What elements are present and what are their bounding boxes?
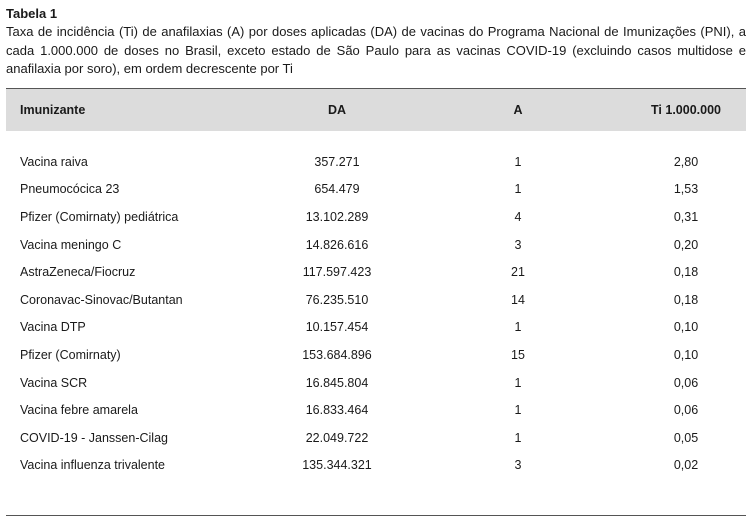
table-title: Tabela 1 — [6, 6, 58, 21]
cell-a: 3 — [514, 458, 522, 473]
cell-a: 1 — [514, 430, 522, 445]
cell-ti: 2,80 — [673, 154, 699, 169]
table-row — [6, 424, 746, 452]
table-row — [6, 148, 746, 176]
cell-a: 14 — [511, 292, 525, 307]
cell-da: 135.344.321 — [302, 458, 372, 473]
table-row — [6, 176, 746, 204]
cell-a: 3 — [514, 237, 522, 252]
table-row — [6, 286, 746, 314]
cell-imunizante: Vacina influenza trivalente — [20, 458, 165, 473]
cell-imunizante: Vacina febre amarela — [20, 403, 138, 418]
table-row — [6, 314, 746, 342]
cell-ti: 0,06 — [673, 375, 699, 390]
header-ti: Ti 1.000.000 — [651, 103, 721, 117]
cell-da: 13.102.289 — [305, 209, 369, 224]
cell-a: 21 — [511, 265, 525, 280]
cell-ti: 0,31 — [673, 209, 699, 224]
cell-da: 117.597.423 — [302, 265, 372, 280]
cell-ti: 1,53 — [673, 182, 699, 197]
cell-ti: 0,02 — [673, 458, 699, 473]
data-table — [6, 88, 746, 479]
cell-da: 14.826.616 — [305, 237, 369, 252]
table-row — [6, 452, 746, 480]
cell-imunizante: Pfizer (Comirnaty) pediátrica — [20, 209, 179, 224]
cell-da: 16.845.804 — [305, 375, 369, 390]
cell-imunizante: Vacina meningo C — [20, 237, 122, 252]
cell-ti: 0,18 — [673, 292, 699, 307]
cell-imunizante: Vacina raiva — [20, 154, 88, 169]
cell-a: 15 — [511, 347, 525, 362]
table-row — [6, 203, 746, 231]
cell-da: 654.479 — [314, 182, 360, 197]
table-row — [6, 341, 746, 369]
header-imunizante: Imunizante — [20, 103, 86, 117]
cell-a: 1 — [514, 182, 522, 197]
cell-da: 76.235.510 — [305, 292, 369, 307]
cell-ti: 0,18 — [673, 265, 699, 280]
header-da: DA — [327, 103, 347, 117]
cell-da: 22.049.722 — [305, 430, 369, 445]
cell-a: 1 — [514, 320, 522, 335]
cell-a: 1 — [514, 375, 522, 390]
table-row — [6, 231, 746, 259]
cell-da: 16.833.464 — [305, 403, 369, 418]
cell-a: 1 — [514, 154, 522, 169]
cell-imunizante: Pfizer (Comirnaty) — [20, 347, 121, 362]
header-a: A — [513, 103, 523, 117]
table-row — [6, 369, 746, 397]
cell-imunizante: AstraZeneca/Fiocruz — [20, 265, 136, 280]
table-row — [6, 396, 746, 424]
cell-ti: 0,10 — [673, 320, 699, 335]
cell-imunizante: Vacina SCR — [20, 375, 88, 390]
cell-ti: 0,20 — [673, 237, 699, 252]
cell-imunizante: COVID-19 - Janssen-Cilag — [20, 430, 168, 445]
cell-da: 153.684.896 — [302, 347, 372, 362]
cell-ti: 0,06 — [673, 403, 699, 418]
bottom-rule — [6, 515, 746, 516]
cell-imunizante: Coronavac-Sinovac/Butantan — [20, 292, 183, 307]
cell-a: 1 — [514, 403, 522, 418]
cell-ti: 0,05 — [673, 430, 699, 445]
table-body — [6, 131, 746, 479]
cell-ti: 0,10 — [673, 347, 699, 362]
cell-da: 357.271 — [314, 154, 360, 169]
cell-imunizante: Vacina DTP — [20, 320, 86, 335]
cell-imunizante: Pneumocócica 23 — [20, 182, 120, 197]
table-caption: Taxa de incidência (Ti) de anafilaxias (A) por doses aplicadas (DA) de vacinas do Programa Nacional de Imunizações (PNI), a cada 1.000.000 de doses no Brasil, exceto estado de São Paulo para as vacinas COVID-19 (excluindo casos multidose e anafilaxia por soro), em ordem decrescente por Ti — [6, 24, 746, 76]
cell-da: 10.157.454 — [305, 320, 369, 335]
table-row — [6, 258, 746, 286]
cell-a: 4 — [514, 209, 522, 224]
table-header-row — [6, 88, 746, 131]
